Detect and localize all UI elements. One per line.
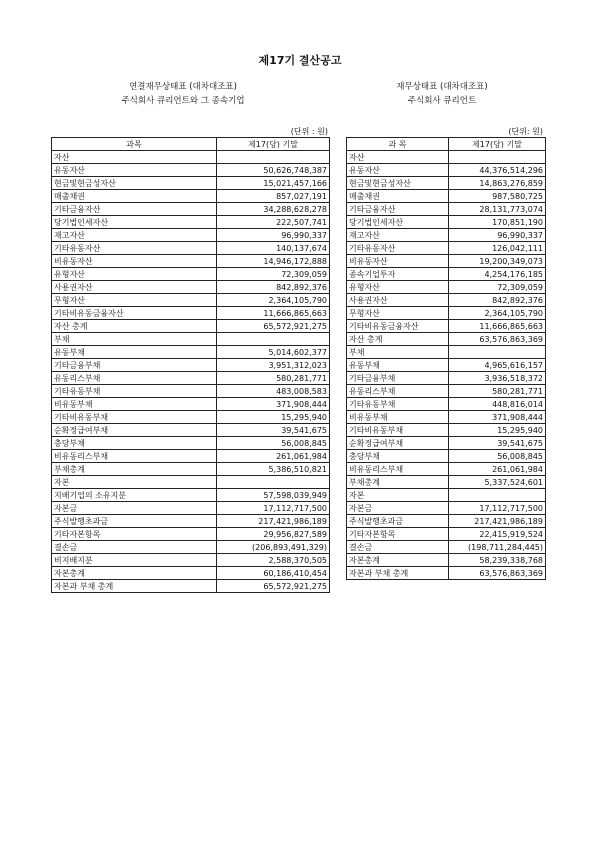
left-heading bbox=[48, 80, 318, 108]
table-row bbox=[52, 463, 330, 476]
table-row bbox=[347, 398, 546, 411]
left-unit-label: (단위 : 원) bbox=[290, 127, 328, 136]
table-row bbox=[52, 151, 330, 164]
amount-cell: 63,576,863,369 bbox=[449, 567, 546, 580]
account-name-cell: 유동자산 bbox=[52, 164, 217, 177]
table-row bbox=[52, 437, 330, 450]
amount-cell: 56,008,845 bbox=[449, 450, 546, 463]
account-name-cell: 종속기업투자 bbox=[347, 268, 449, 281]
table-row bbox=[52, 359, 330, 372]
amount-cell bbox=[449, 489, 546, 502]
amount-cell: 17,112,717,500 bbox=[449, 502, 546, 515]
amount-cell: 72,309,059 bbox=[449, 281, 546, 294]
amount-cell bbox=[217, 151, 330, 164]
amount-cell: 222,507,741 bbox=[217, 216, 330, 229]
table-row bbox=[52, 450, 330, 463]
amount-cell: 448,816,014 bbox=[449, 398, 546, 411]
account-name-cell: 기타자본항목 bbox=[347, 528, 449, 541]
column-header-amount: 제17(당) 기말 bbox=[217, 138, 330, 151]
amount-cell: 5,337,524,601 bbox=[449, 476, 546, 489]
table-row bbox=[52, 489, 330, 502]
separate-balance-sheet-table bbox=[346, 137, 546, 580]
amount-cell: (198,711,284,445) bbox=[449, 541, 546, 554]
table-header-row bbox=[347, 138, 546, 151]
account-name-cell: 비유동자산 bbox=[52, 255, 217, 268]
table-row bbox=[347, 424, 546, 437]
table-row bbox=[347, 177, 546, 190]
table-row bbox=[347, 346, 546, 359]
account-name-cell: 기타유동자산 bbox=[347, 242, 449, 255]
account-name-cell: 비유동부채 bbox=[347, 411, 449, 424]
table-row bbox=[52, 307, 330, 320]
right-heading bbox=[342, 80, 542, 108]
table-row bbox=[347, 164, 546, 177]
account-name-cell: 현금및현금성자산 bbox=[52, 177, 217, 190]
account-name-cell: 유동부채 bbox=[347, 359, 449, 372]
amount-cell: 842,892,376 bbox=[217, 281, 330, 294]
table-row bbox=[52, 203, 330, 216]
column-header-account: 과목 bbox=[52, 138, 217, 151]
amount-cell: 39,541,675 bbox=[217, 424, 330, 437]
account-name-cell: 자본총계 bbox=[347, 554, 449, 567]
table-row bbox=[347, 437, 546, 450]
table-row bbox=[347, 203, 546, 216]
account-name-cell: 자본 bbox=[347, 489, 449, 502]
table-row bbox=[52, 216, 330, 229]
amount-cell: 39,541,675 bbox=[449, 437, 546, 450]
account-name-cell: 기타금융부채 bbox=[347, 372, 449, 385]
table-row bbox=[52, 242, 330, 255]
amount-cell: 14,863,276,859 bbox=[449, 177, 546, 190]
amount-cell: 60,186,410,454 bbox=[217, 567, 330, 580]
amount-cell: 44,376,514,296 bbox=[449, 164, 546, 177]
amount-cell: 126,042,111 bbox=[449, 242, 546, 255]
table-row bbox=[347, 359, 546, 372]
account-name-cell: 사용권자산 bbox=[52, 281, 217, 294]
table-row bbox=[347, 489, 546, 502]
amount-cell: 63,576,863,369 bbox=[449, 333, 546, 346]
amount-cell: 3,951,312,023 bbox=[217, 359, 330, 372]
table-row bbox=[52, 541, 330, 554]
account-name-cell: 자산 bbox=[347, 151, 449, 164]
amount-cell: 15,021,457,166 bbox=[217, 177, 330, 190]
account-name-cell: 기타유동자산 bbox=[52, 242, 217, 255]
account-name-cell: 당기법인세자산 bbox=[52, 216, 217, 229]
account-name-cell: 비유동리스부채 bbox=[347, 463, 449, 476]
account-name-cell: 기타금융자산 bbox=[52, 203, 217, 216]
table-row bbox=[52, 229, 330, 242]
account-name-cell: 주식발행초과금 bbox=[52, 515, 217, 528]
account-name-cell: 비유동부채 bbox=[52, 398, 217, 411]
amount-cell: 11,666,865,663 bbox=[449, 320, 546, 333]
table-row bbox=[347, 151, 546, 164]
account-name-cell: 자본총계 bbox=[52, 567, 217, 580]
amount-cell: 371,908,444 bbox=[217, 398, 330, 411]
account-name-cell: 주식발행초과금 bbox=[347, 515, 449, 528]
amount-cell: 5,386,510,821 bbox=[217, 463, 330, 476]
right-heading-company: 주식회사 큐리언트 bbox=[407, 96, 477, 106]
amount-cell: 34,288,628,278 bbox=[217, 203, 330, 216]
table-row bbox=[347, 242, 546, 255]
table-row bbox=[52, 333, 330, 346]
table-row bbox=[52, 385, 330, 398]
amount-cell: 2,588,370,505 bbox=[217, 554, 330, 567]
amount-cell: 11,666,865,663 bbox=[217, 307, 330, 320]
account-name-cell: 부채 bbox=[347, 346, 449, 359]
table-row bbox=[52, 164, 330, 177]
amount-cell: 29,956,827,589 bbox=[217, 528, 330, 541]
table-row bbox=[52, 294, 330, 307]
table-row bbox=[347, 307, 546, 320]
amount-cell: 28,131,773,074 bbox=[449, 203, 546, 216]
account-name-cell: 기타유동부채 bbox=[347, 398, 449, 411]
account-name-cell: 유동부채 bbox=[52, 346, 217, 359]
table-row bbox=[347, 372, 546, 385]
account-name-cell: 자본과 부채 총계 bbox=[347, 567, 449, 580]
account-name-cell: 무형자산 bbox=[347, 307, 449, 320]
table-row bbox=[52, 281, 330, 294]
table-row bbox=[347, 541, 546, 554]
account-name-cell: 재고자산 bbox=[52, 229, 217, 242]
table-row bbox=[347, 450, 546, 463]
amount-cell: 170,851,190 bbox=[449, 216, 546, 229]
table-row bbox=[52, 190, 330, 203]
amount-cell: 15,295,940 bbox=[217, 411, 330, 424]
account-name-cell: 충당부채 bbox=[52, 437, 217, 450]
table-row bbox=[347, 554, 546, 567]
left-heading-title: 연결재무상태표 (대차대조표) bbox=[129, 82, 237, 92]
amount-cell: 987,580,725 bbox=[449, 190, 546, 203]
table-row bbox=[52, 177, 330, 190]
amount-cell: 3,936,518,372 bbox=[449, 372, 546, 385]
account-name-cell: 자산 총계 bbox=[52, 320, 217, 333]
amount-cell: 96,990,337 bbox=[217, 229, 330, 242]
amount-cell: 371,908,444 bbox=[449, 411, 546, 424]
amount-cell: 580,281,771 bbox=[217, 372, 330, 385]
account-name-cell: 기타금융자산 bbox=[347, 203, 449, 216]
table-row bbox=[52, 255, 330, 268]
account-name-cell: 비유동자산 bbox=[347, 255, 449, 268]
account-name-cell: 매출채권 bbox=[52, 190, 217, 203]
table-row bbox=[52, 424, 330, 437]
table-row bbox=[52, 515, 330, 528]
account-name-cell: 당기법인세자산 bbox=[347, 216, 449, 229]
table-row bbox=[52, 372, 330, 385]
account-name-cell: 매출채권 bbox=[347, 190, 449, 203]
account-name-cell: 유형자산 bbox=[52, 268, 217, 281]
amount-cell: 2,364,105,790 bbox=[449, 307, 546, 320]
amount-cell: 261,061,984 bbox=[449, 463, 546, 476]
amount-cell: 857,027,191 bbox=[217, 190, 330, 203]
table-row bbox=[52, 346, 330, 359]
amount-cell bbox=[217, 476, 330, 489]
table-row bbox=[52, 528, 330, 541]
account-name-cell: 결손금 bbox=[347, 541, 449, 554]
left-heading-company: 주식회사 큐리언트와 그 종속기업 bbox=[121, 96, 245, 106]
account-name-cell: 지배기업의 소유지분 bbox=[52, 489, 217, 502]
table-row bbox=[347, 385, 546, 398]
consolidated-balance-sheet-table bbox=[51, 137, 330, 593]
account-name-cell: 자본과 부채 총계 bbox=[52, 580, 217, 593]
table-header-row bbox=[52, 138, 330, 151]
amount-cell: 217,421,986,189 bbox=[449, 515, 546, 528]
amount-cell: 65,572,921,275 bbox=[217, 320, 330, 333]
amount-cell: 2,364,105,790 bbox=[217, 294, 330, 307]
column-header-amount: 제17(당) 기말 bbox=[449, 138, 546, 151]
amount-cell: 5,014,602,377 bbox=[217, 346, 330, 359]
amount-cell: 50,626,748,387 bbox=[217, 164, 330, 177]
table-row bbox=[347, 411, 546, 424]
table-row bbox=[347, 268, 546, 281]
table-row bbox=[52, 580, 330, 593]
account-name-cell: 유동리스부채 bbox=[347, 385, 449, 398]
amount-cell bbox=[449, 151, 546, 164]
table-row bbox=[52, 320, 330, 333]
right-unit-label: (단위: 원) bbox=[508, 127, 543, 136]
amount-cell: 140,137,674 bbox=[217, 242, 330, 255]
table-row bbox=[347, 216, 546, 229]
account-name-cell: 유동자산 bbox=[347, 164, 449, 177]
table-row bbox=[347, 528, 546, 541]
amount-cell: 22,415,919,524 bbox=[449, 528, 546, 541]
amount-cell: 19,200,349,073 bbox=[449, 255, 546, 268]
column-header-account: 과 목 bbox=[347, 138, 449, 151]
table-row bbox=[52, 554, 330, 567]
amount-cell: 483,008,583 bbox=[217, 385, 330, 398]
table-row bbox=[52, 502, 330, 515]
amount-cell: 72,309,059 bbox=[217, 268, 330, 281]
table-row bbox=[347, 229, 546, 242]
right-heading-title: 재무상태표 (대차대조표) bbox=[396, 82, 488, 92]
table-row bbox=[347, 463, 546, 476]
amount-cell: 4,254,176,185 bbox=[449, 268, 546, 281]
amount-cell: 56,008,845 bbox=[217, 437, 330, 450]
table-row bbox=[347, 320, 546, 333]
amount-cell bbox=[217, 333, 330, 346]
amount-cell: 57,598,039,949 bbox=[217, 489, 330, 502]
account-name-cell: 기타자본항목 bbox=[52, 528, 217, 541]
account-name-cell: 자산 bbox=[52, 151, 217, 164]
table-row bbox=[347, 333, 546, 346]
amount-cell: 580,281,771 bbox=[449, 385, 546, 398]
table-row bbox=[347, 255, 546, 268]
amount-cell: 15,295,940 bbox=[449, 424, 546, 437]
table-row bbox=[347, 567, 546, 580]
account-name-cell: 기타비유동금융자산 bbox=[52, 307, 217, 320]
page-title: 제17기 결산공고 bbox=[258, 54, 342, 67]
table-row bbox=[52, 476, 330, 489]
account-name-cell: 비지배지분 bbox=[52, 554, 217, 567]
account-name-cell: 충당부채 bbox=[347, 450, 449, 463]
amount-cell: (206,893,491,329) bbox=[217, 541, 330, 554]
account-name-cell: 재고자산 bbox=[347, 229, 449, 242]
table-row bbox=[347, 502, 546, 515]
account-name-cell: 순확정급여부채 bbox=[52, 424, 217, 437]
account-name-cell: 사용권자산 bbox=[347, 294, 449, 307]
table-row bbox=[52, 567, 330, 580]
account-name-cell: 부채총계 bbox=[347, 476, 449, 489]
account-name-cell: 자본금 bbox=[347, 502, 449, 515]
amount-cell: 261,061,984 bbox=[217, 450, 330, 463]
amount-cell: 842,892,376 bbox=[449, 294, 546, 307]
account-name-cell: 무형자산 bbox=[52, 294, 217, 307]
table-row bbox=[52, 398, 330, 411]
amount-cell bbox=[449, 346, 546, 359]
amount-cell: 217,421,986,189 bbox=[217, 515, 330, 528]
account-name-cell: 현금및현금성자산 bbox=[347, 177, 449, 190]
account-name-cell: 기타비유동금융자산 bbox=[347, 320, 449, 333]
account-name-cell: 자본금 bbox=[52, 502, 217, 515]
table-row bbox=[347, 515, 546, 528]
account-name-cell: 자본 bbox=[52, 476, 217, 489]
amount-cell: 58,239,338,768 bbox=[449, 554, 546, 567]
table-row bbox=[52, 268, 330, 281]
account-name-cell: 기타금융부채 bbox=[52, 359, 217, 372]
amount-cell: 17,112,717,500 bbox=[217, 502, 330, 515]
account-name-cell: 기타비유동부채 bbox=[52, 411, 217, 424]
amount-cell: 65,572,921,275 bbox=[217, 580, 330, 593]
amount-cell: 4,965,616,157 bbox=[449, 359, 546, 372]
account-name-cell: 기타비유동부채 bbox=[347, 424, 449, 437]
table-row bbox=[347, 190, 546, 203]
account-name-cell: 순확정급여부채 bbox=[347, 437, 449, 450]
amount-cell: 96,990,337 bbox=[449, 229, 546, 242]
account-name-cell: 비유동리스부채 bbox=[52, 450, 217, 463]
table-row bbox=[347, 281, 546, 294]
table-row bbox=[52, 411, 330, 424]
table-row bbox=[347, 294, 546, 307]
amount-cell: 14,946,172,888 bbox=[217, 255, 330, 268]
account-name-cell: 유동리스부채 bbox=[52, 372, 217, 385]
account-name-cell: 유형자산 bbox=[347, 281, 449, 294]
account-name-cell: 부채총계 bbox=[52, 463, 217, 476]
account-name-cell: 기타유동부채 bbox=[52, 385, 217, 398]
account-name-cell: 부채 bbox=[52, 333, 217, 346]
table-row bbox=[347, 476, 546, 489]
account-name-cell: 자산 총계 bbox=[347, 333, 449, 346]
account-name-cell: 결손금 bbox=[52, 541, 217, 554]
